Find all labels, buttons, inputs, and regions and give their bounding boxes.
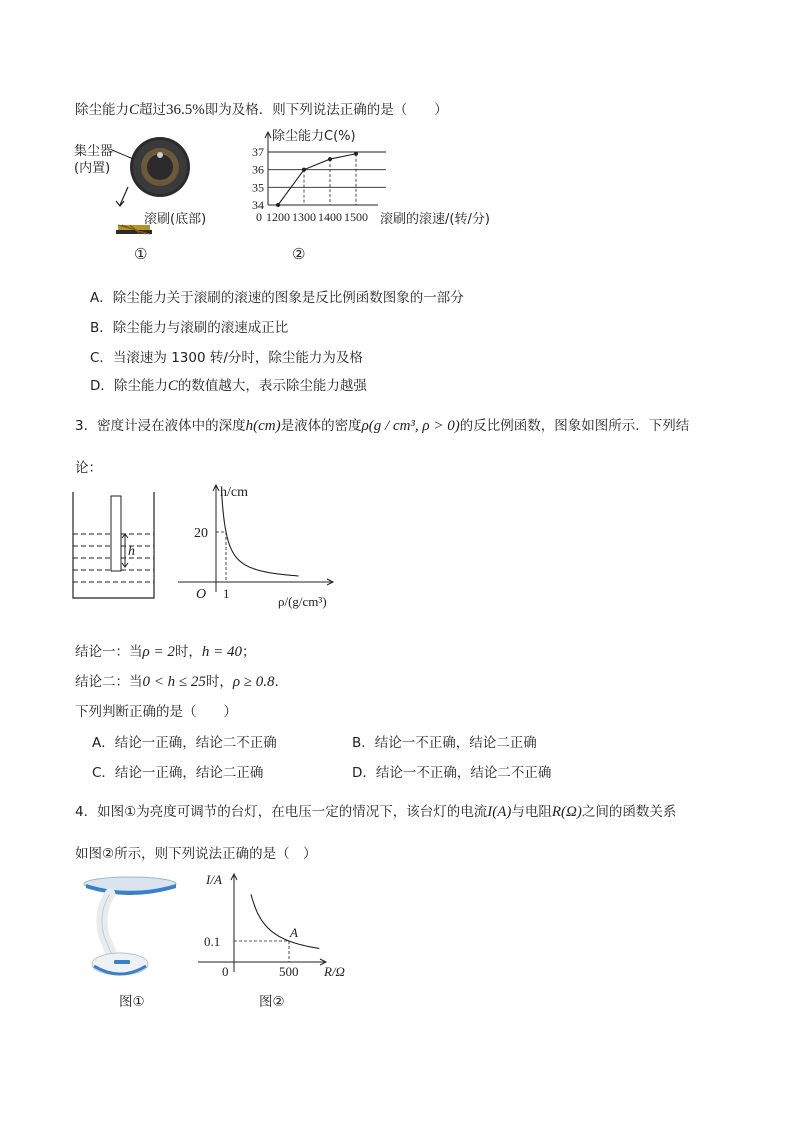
q4-stem-text-a: 4．如图①为亮度可调节的台灯，在电压一定的情况下，该台灯的电流 <box>75 804 488 820</box>
q3-option-c: C．结论一正确，结论二正确 <box>92 765 264 781</box>
q2-option-d-text-a: D．除尘能力 <box>90 378 168 394</box>
q3-stem-h: h(cm) <box>245 418 281 434</box>
q3-judge: 下列判断正确的是（ ） <box>75 704 237 720</box>
dust-removal-chart <box>238 128 518 263</box>
curve <box>251 894 319 948</box>
series-line <box>278 154 356 205</box>
q4-stem-i: I(A) <box>487 804 512 820</box>
x-axis-label: ρ/(g/cm³) <box>278 594 327 609</box>
q4-stem-text-b: 与电阻 <box>511 804 552 820</box>
q3-option-b: B．结论一不正确，结论二正确 <box>352 735 537 751</box>
q3-c1-text-c: ； <box>241 644 256 660</box>
point-label: A <box>290 925 298 940</box>
q2-stem-c: C <box>129 102 140 118</box>
y-tick-label: 37 <box>252 145 264 159</box>
q3-option-a: A．结论一正确，结论二不正确 <box>92 735 277 751</box>
y-axis-label: I/A <box>206 872 222 887</box>
q3-stem <box>75 414 689 435</box>
q2-stem-text-c: 即为及格．则下列说法正确的是（ ） <box>204 102 448 118</box>
q2-option-d-text-b: 的数值越大，表示除尘能力越强 <box>177 378 367 394</box>
label-builtin: (内置) <box>74 161 111 176</box>
q3-conclusion-1 <box>75 640 255 661</box>
x-tick-label: 1300 <box>292 210 316 224</box>
q4-stem <box>75 800 676 821</box>
y-tick-label: 34 <box>252 198 264 212</box>
y-tick-label: 0.1 <box>204 934 221 949</box>
q2-option-a: A．除尘能力关于滚刷的滚速的图象是反比例函数图象的一部分 <box>90 290 464 306</box>
fig1-caption: ① <box>134 245 148 263</box>
q3-stem-rho: ρ(g / cm³, ρ > 0) <box>361 418 460 434</box>
fig2-caption: ② <box>292 245 306 263</box>
density-depth-chart <box>178 482 353 612</box>
q2-option-d-c: C <box>167 378 178 394</box>
y-axis-label: 除尘能力C(%) <box>272 129 356 144</box>
y-axis-label: h/cm <box>220 485 248 500</box>
q3-c1-text-a: 结论一：当 <box>75 644 143 660</box>
q2-option-b: B．除尘能力与滚刷的滚速成正比 <box>90 320 289 336</box>
x-tick-label: 1200 <box>266 210 290 224</box>
q4-fig2-caption: 图② <box>259 994 285 1010</box>
q3-c2-text-c: . <box>274 674 279 690</box>
origin-label: O <box>196 587 207 602</box>
q3-c2-h: 0 < h ≤ 25 <box>142 674 206 690</box>
y-tick-label: 20 <box>194 526 208 541</box>
y-tick-label: 36 <box>252 162 264 177</box>
q3-stem-text-a: 3．密度计浸在液体中的深度 <box>75 418 246 434</box>
data-point <box>302 168 306 172</box>
q2-stem <box>75 98 448 119</box>
label-brush: 滚刷(底部) <box>144 212 207 227</box>
x-tick-label: 0 <box>256 210 262 224</box>
q4-stem-cont: 如图②所示，则下列说法正确的是（ ） <box>75 846 317 862</box>
q3-conclusion-2 <box>75 670 279 691</box>
x-axis-label: 滚刷的滚速/(转/分) <box>380 212 490 227</box>
q2-figure-1 <box>70 135 250 265</box>
x-axis-label: R/Ω <box>324 964 345 979</box>
curve <box>222 491 299 576</box>
q4-stem-text-c: 之间的函数关系 <box>581 804 677 820</box>
label-collector: 集尘器 <box>74 144 114 159</box>
x-tick-label: 500 <box>279 964 299 979</box>
q2-option-d <box>90 374 367 395</box>
q4-fig1-caption: 图① <box>119 994 145 1010</box>
hydrometer-h-label: h <box>128 544 135 559</box>
q3-option-d: D．结论一不正确，结论二不正确 <box>352 765 552 781</box>
q3-c2-rho: ρ ≥ 0.8 <box>232 674 275 690</box>
q2-option-c: C．当滚速为 1300 转/分时，除尘能力为及格 <box>90 350 363 366</box>
data-point <box>276 203 280 207</box>
q2-stem-text-b: 超过 <box>139 102 167 118</box>
x-tick-label: 1 <box>223 586 230 601</box>
hydrometer-figure <box>70 490 170 605</box>
q3-c1-text-b: 时， <box>174 644 202 660</box>
current-resistance-chart <box>198 862 373 982</box>
data-point <box>328 157 332 161</box>
q3-stem-text-b: 是液体的密度 <box>280 418 362 434</box>
q2-stem-pct: 36.5% <box>166 102 205 118</box>
q3-c1-h: h = 40 <box>201 644 242 660</box>
q3-c1-rho: ρ = 2 <box>142 644 175 660</box>
desk-lamp-image <box>80 872 180 982</box>
q3-stem-cont: 论： <box>75 460 102 476</box>
x-tick-label: 1400 <box>318 210 342 224</box>
q3-c2-text-b: 时， <box>205 674 233 690</box>
q3-c2-text-a: 结论二：当 <box>75 674 143 690</box>
q2-stem-text-a: 除尘能力 <box>75 102 129 118</box>
robot-vacuum-image <box>70 135 250 265</box>
q4-stem-r: R(Ω) <box>551 804 582 820</box>
q3-stem-text-c: 的反比例函数，图象如图所示．下列结 <box>459 418 690 434</box>
origin-label: 0 <box>222 964 229 979</box>
y-tick-label: 35 <box>252 180 264 195</box>
x-tick-label: 1500 <box>344 210 368 224</box>
data-point <box>354 152 358 156</box>
